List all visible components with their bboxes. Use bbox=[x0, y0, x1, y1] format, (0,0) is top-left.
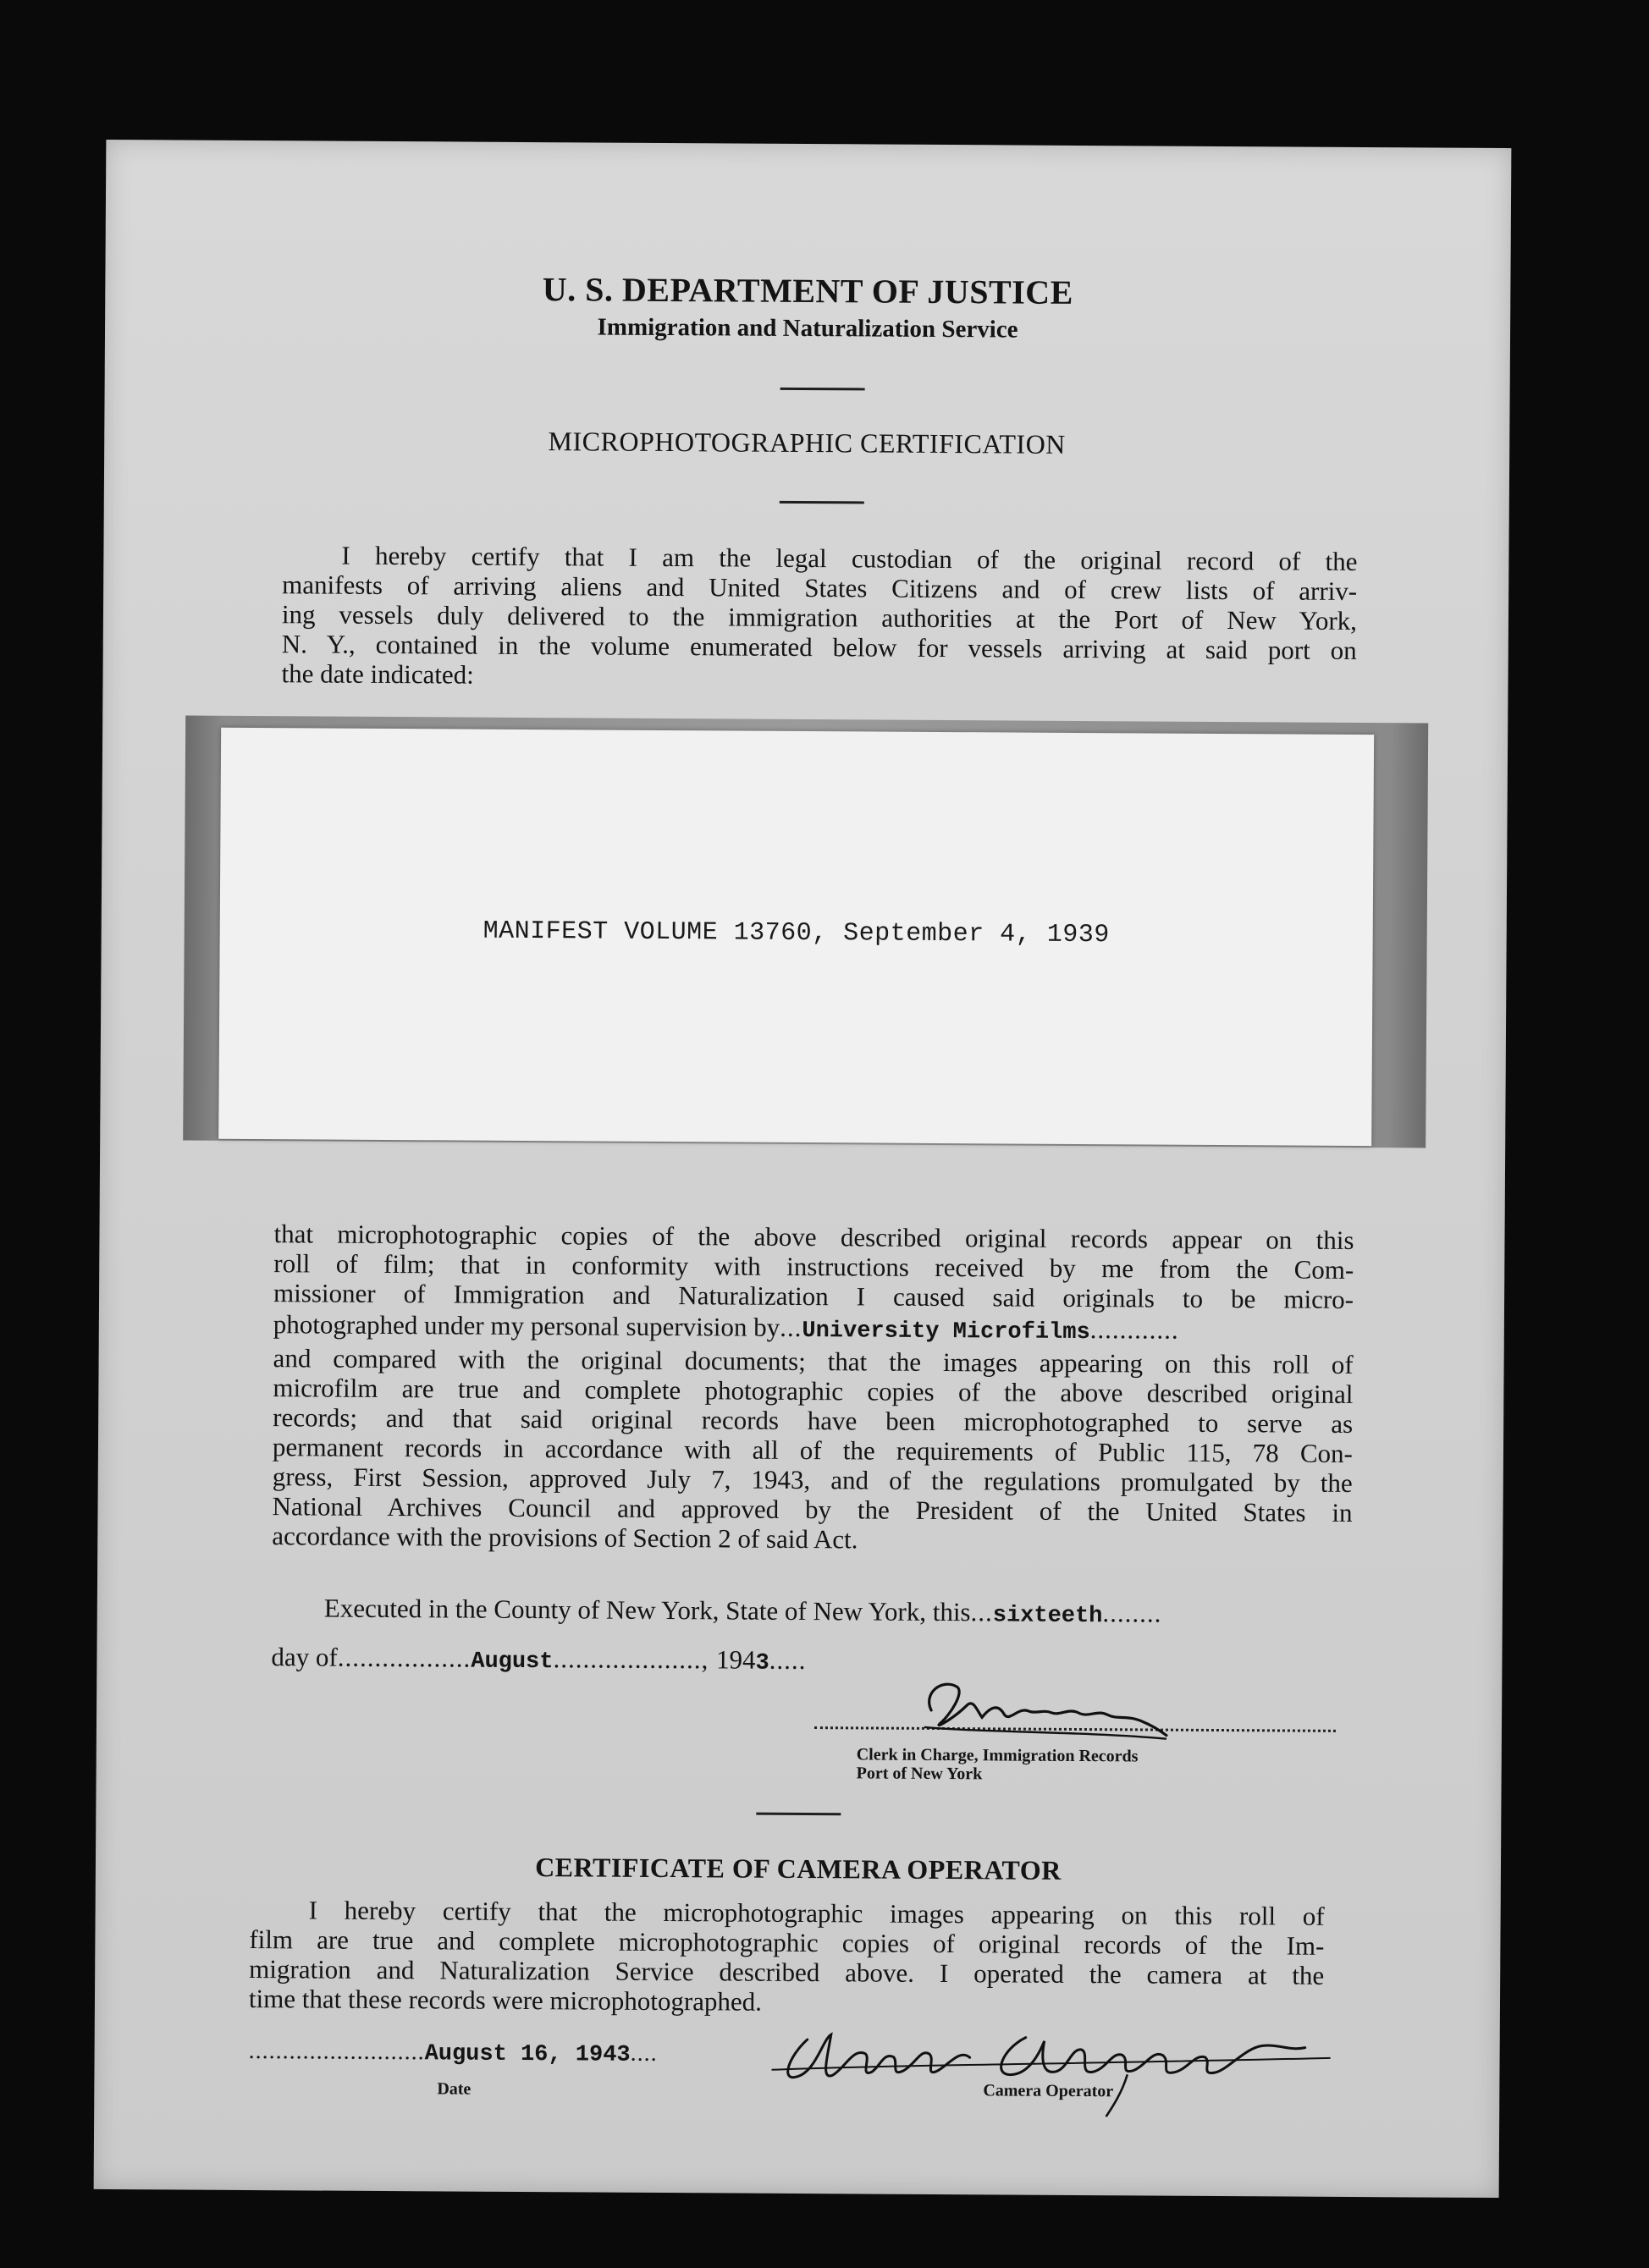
date-label: Date bbox=[437, 2079, 472, 2099]
dotted-leader: .................. bbox=[337, 1642, 472, 1673]
clerk-label bbox=[857, 1745, 1139, 1784]
body-line: roll of film; that in conformity with instructions received by me from the Com- bbox=[273, 1248, 1354, 1285]
dotted-leader: ..... bbox=[769, 1644, 807, 1676]
body-paragraph bbox=[272, 1219, 1354, 1557]
dotted-leader: .... bbox=[630, 2040, 658, 2067]
intro-line: N. Y., contained in the volume enumerated below for vessels arriving at said port on bbox=[281, 629, 1357, 665]
divider bbox=[780, 388, 865, 391]
body-line: records; and that said original records have been microphotographed to serve as bbox=[273, 1402, 1354, 1439]
operator-signature bbox=[771, 2014, 1348, 2119]
certification-title: MICROPHOTOGRAPHIC CERTIFICATION bbox=[548, 426, 1066, 460]
operator-line: migration and Naturalization Service described above. I operated the camera at the bbox=[249, 1954, 1325, 1990]
operator-date-line bbox=[249, 2038, 658, 2068]
clerk-port: Port of New York bbox=[856, 1764, 983, 1784]
execution-line bbox=[272, 1593, 1404, 1631]
dotted-leader: ... bbox=[780, 1312, 802, 1342]
camera-operator-label: Camera Operator bbox=[983, 2081, 1114, 2101]
intro-paragraph bbox=[281, 540, 1357, 695]
body-line-prefix: photographed under my personal supervision by bbox=[273, 1309, 780, 1342]
department-heading: U. S. DEPARTMENT OF JUSTICE bbox=[542, 270, 1073, 311]
execution-month: August bbox=[471, 1649, 554, 1676]
operator-line: time that these records were microphotographed. bbox=[248, 1984, 763, 2017]
body-line: gress, First Session, approved July 7, 1943, and of the regulations promulgated by the bbox=[272, 1462, 1353, 1498]
intro-line: I hereby certify that I am the legal custodian of the original record of the bbox=[341, 540, 1358, 576]
microfilmer-name: University Microfilms bbox=[802, 1318, 1090, 1346]
body-line: permanent records in accordance with all of the requirements of Public 115, 78 Con- bbox=[272, 1432, 1354, 1468]
execution-date-line bbox=[271, 1642, 1351, 1680]
dotted-leader: ........ bbox=[1102, 1598, 1162, 1628]
operator-certificate-title: CERTIFICATE OF CAMERA OPERATOR bbox=[535, 1852, 1062, 1885]
volume-card bbox=[218, 728, 1374, 1146]
dotted-leader: ............ bbox=[1089, 1314, 1179, 1345]
divider bbox=[780, 501, 864, 504]
execution-prefix: Executed in the County of New York, State of New York, this bbox=[323, 1593, 971, 1627]
body-line: accordance with the provisions of Section 2 of said Act. bbox=[272, 1521, 858, 1555]
dotted-leader: ... bbox=[970, 1597, 993, 1627]
intro-line: the date indicated: bbox=[281, 658, 474, 690]
clerk-title: Clerk in Charge, Immigration Records bbox=[856, 1745, 1139, 1766]
operator-line: film are true and complete microphotographic copies of original records of the Im- bbox=[249, 1924, 1325, 1961]
operator-paragraph bbox=[249, 1895, 1325, 2020]
body-line: and compared with the original documents; that the images appearing on this roll of bbox=[273, 1343, 1354, 1379]
body-line: National Archives Council and approved by the President of the United States in bbox=[272, 1491, 1353, 1528]
execution-year-typed: 3 bbox=[755, 1650, 769, 1676]
certificate-sheet bbox=[94, 140, 1512, 2198]
divider bbox=[756, 1813, 841, 1816]
dotted-leader: .......................... bbox=[248, 2038, 425, 2066]
intro-line: ing vessels duly delivered to the immigration authorities at the Port of New York, bbox=[281, 599, 1358, 636]
body-line: missioner of Immigration and Naturalization I caused said originals to be micro- bbox=[273, 1278, 1354, 1314]
clerk-signature bbox=[916, 1668, 1171, 1746]
volume-card-text: MANIFEST VOLUME 13760, September 4, 1939 bbox=[483, 917, 1110, 950]
dotted-leader: ...................., bbox=[553, 1643, 717, 1675]
execution-year-printed: 194 bbox=[715, 1644, 756, 1675]
body-line: that microphotographic copies of the above described original records appear on this bbox=[273, 1219, 1354, 1255]
intro-line: manifests of arriving aliens and United States Citizens and of crew lists of arriv- bbox=[282, 570, 1358, 606]
service-subheading: Immigration and Naturalization Service bbox=[597, 313, 1018, 344]
operator-date-value: August 16, 1943 bbox=[424, 2041, 631, 2068]
day-of-label: day of bbox=[271, 1642, 338, 1672]
body-line: microfilm are true and complete photographic copies of the above described original bbox=[273, 1373, 1354, 1409]
execution-day: sixteeth bbox=[992, 1603, 1103, 1630]
operator-line: I hereby certify that the microphotographic images appearing on this roll of bbox=[308, 1895, 1325, 1931]
